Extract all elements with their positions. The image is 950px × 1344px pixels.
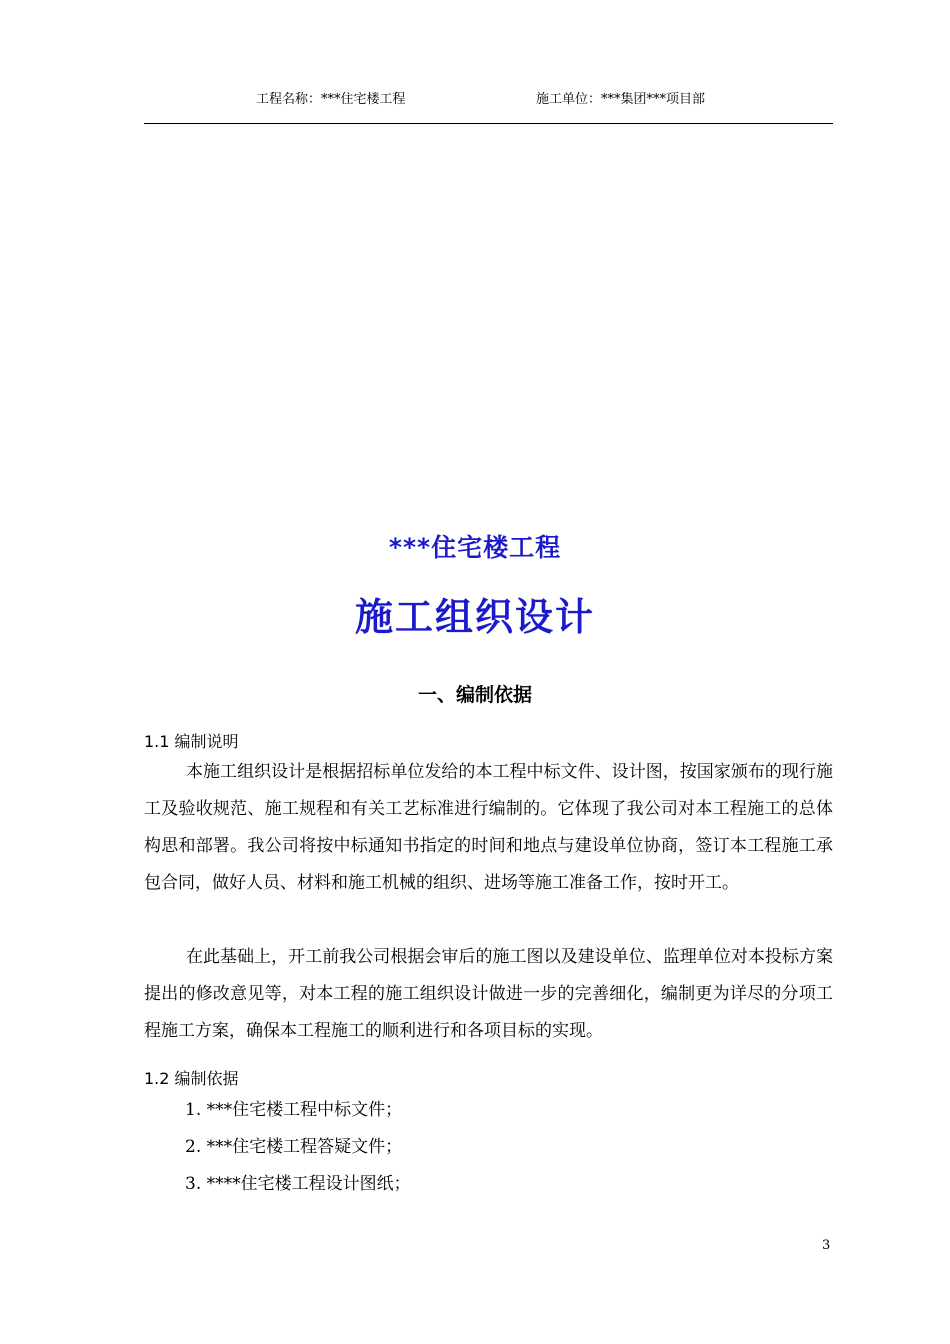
basis-list: [185, 1092, 411, 1203]
list-item: 2. ***住宅楼工程答疑文件；: [185, 1137, 403, 1157]
list-item: 1. ***住宅楼工程中标文件；: [185, 1100, 403, 1120]
header-project-name: 工程名称：***住宅楼工程: [256, 92, 406, 107]
page-number: 3: [822, 1238, 831, 1253]
document-title-project: ***住宅楼工程: [388, 533, 562, 562]
paragraph-2: 在此基础上，开工前我公司根据会审后的施工图以及建设单位、监理单位对本投标方案提出的修改意见等，对本工程的施工组织设计做进一步的完善细化，编制更为详尽的分项工程施工方案，确保本工程施工的顺利进行和各项目标的实现。: [144, 947, 833, 1041]
subheading-compilation-notes: 1.1 编制说明: [144, 732, 239, 751]
section-heading-basis: 一、编制依据: [417, 684, 532, 706]
page-header: [0, 88, 950, 110]
list-item: 3. ****住宅楼工程设计图纸；: [185, 1174, 411, 1194]
header-divider: [144, 123, 833, 124]
document-title-main: 施工组织设计: [354, 594, 595, 639]
paragraph-1: 本施工组织设计是根据招标单位发给的本工程中标文件、设计图，按国家颁布的现行施工及验收规范、施工规程和有关工艺标准进行编制的。它体现了我公司对本工程施工的总体构思和部署。我公司将按中标通知书指定的时间和地点与建设单位协商，签订本工程施工承包合同，做好人员、材料和施工机械的组织、进场等施工准备工作，按时开工。: [144, 762, 833, 893]
subheading-compilation-basis: 1.2 编制依据: [144, 1069, 239, 1088]
header-construction-unit: 施工单位：***集团***项目部: [536, 92, 706, 107]
